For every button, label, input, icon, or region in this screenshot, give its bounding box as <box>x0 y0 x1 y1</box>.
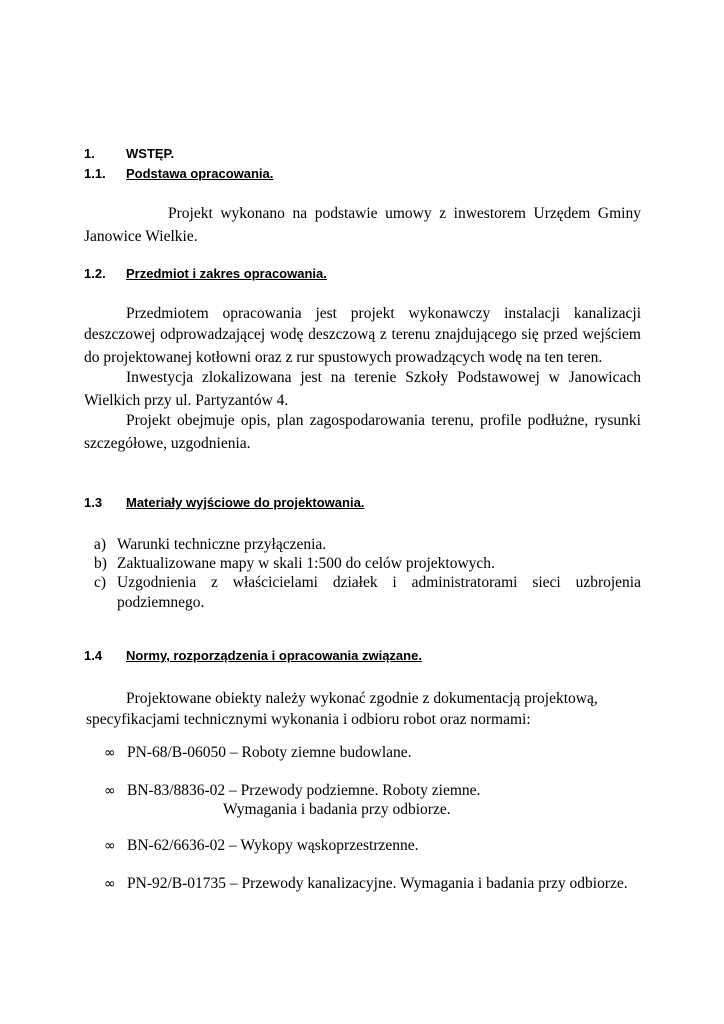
section-1-3-title: Materiały wyjściowe do projektowania. <box>126 495 365 510</box>
section-1-title: WSTĘP. <box>126 146 175 161</box>
section-1-4-intro-line-2: specyfikacjami technicznymi wykonania i odbioru robot oraz normami: <box>86 711 531 728</box>
section-1-4-number: 1.4 <box>84 648 103 663</box>
section-1-3-number: 1.3 <box>84 495 103 510</box>
list-item-a-label: a) <box>94 536 107 553</box>
list-item-c-continuation: podziemnego. <box>117 594 205 611</box>
section-1-2-p2-line-2: Wielkich przy ul. Partyzantów 4. <box>84 392 289 409</box>
section-1-2-p3-line-2: szczegółowe, uzgodnienia. <box>84 435 251 452</box>
norm-item-4: PN-92/B-01735 – Przewody kanalizacyjne. Wymagania i badania przy odbiorze. <box>127 875 628 892</box>
section-1-2-p1-line-2: deszczowej odprowadzającej wodę deszczową z terenu znajdującego się przed wejściem <box>84 326 641 343</box>
section-1-4-title: Normy, rozporządzenia i opracowania związane. <box>126 648 422 663</box>
section-1-2-p3-line-1: Projekt obejmuje opis, plan zagospodarowania terenu, profile podłużne, rysunki <box>126 412 641 429</box>
list-item-b-text: Zaktualizowane mapy w skali 1:500 do celów projektowych. <box>117 555 495 572</box>
section-1-1-line-2: Janowice Wielkie. <box>84 228 198 245</box>
infinity-bullet-icon: ∞ <box>104 745 116 761</box>
section-1-number: 1. <box>84 146 95 161</box>
norm-item-1: PN-68/B-06050 – Roboty ziemne budowlane. <box>127 744 412 761</box>
infinity-bullet-icon: ∞ <box>104 783 116 799</box>
section-1-2-title: Przedmiot i zakres opracowania. <box>126 266 327 281</box>
list-item-c-label: c) <box>94 574 107 591</box>
list-item-b-label: b) <box>94 555 107 572</box>
norm-item-2: BN-83/8836-02 – Przewody podziemne. Roboty ziemne. <box>127 782 481 799</box>
list-item-a-text: Warunki techniczne przyłączenia. <box>117 536 327 553</box>
norm-item-3: BN-62/6636-02 – Wykopy wąskoprzestrzenne. <box>127 837 419 854</box>
section-1-4-intro-line-1: Projektowane obiekty należy wykonać zgodnie z dokumentacją projektową, <box>126 690 598 707</box>
section-1-2-p1-line-1: Przedmiotem opracowania jest projekt wykonawczy instalacji kanalizacji <box>126 305 641 322</box>
section-1-1-number: 1.1. <box>84 166 106 181</box>
section-1-2-number: 1.2. <box>84 266 106 281</box>
section-1-1-title: Podstawa opracowania. <box>126 166 274 181</box>
infinity-bullet-icon: ∞ <box>104 876 116 892</box>
list-item-c-text: Uzgodnienia z właścicielami działek i administratorami sieci uzbrojenia <box>117 574 641 591</box>
infinity-bullet-icon: ∞ <box>104 838 116 854</box>
norm-item-2-continuation: Wymagania i badania przy odbiorze. <box>223 801 451 818</box>
section-1-2-p1-line-3: do projektowanej kotłowni oraz z rur spustowych prowadzących wodę na ten teren. <box>84 349 603 366</box>
section-1-2-p2-line-1: Inwestycja zlokalizowana jest na terenie Szkoły Podstawowej w Janowicach <box>126 369 641 386</box>
section-1-1-line-1: Projekt wykonano na podstawie umowy z inwestorem Urzędem Gminy <box>168 205 641 222</box>
